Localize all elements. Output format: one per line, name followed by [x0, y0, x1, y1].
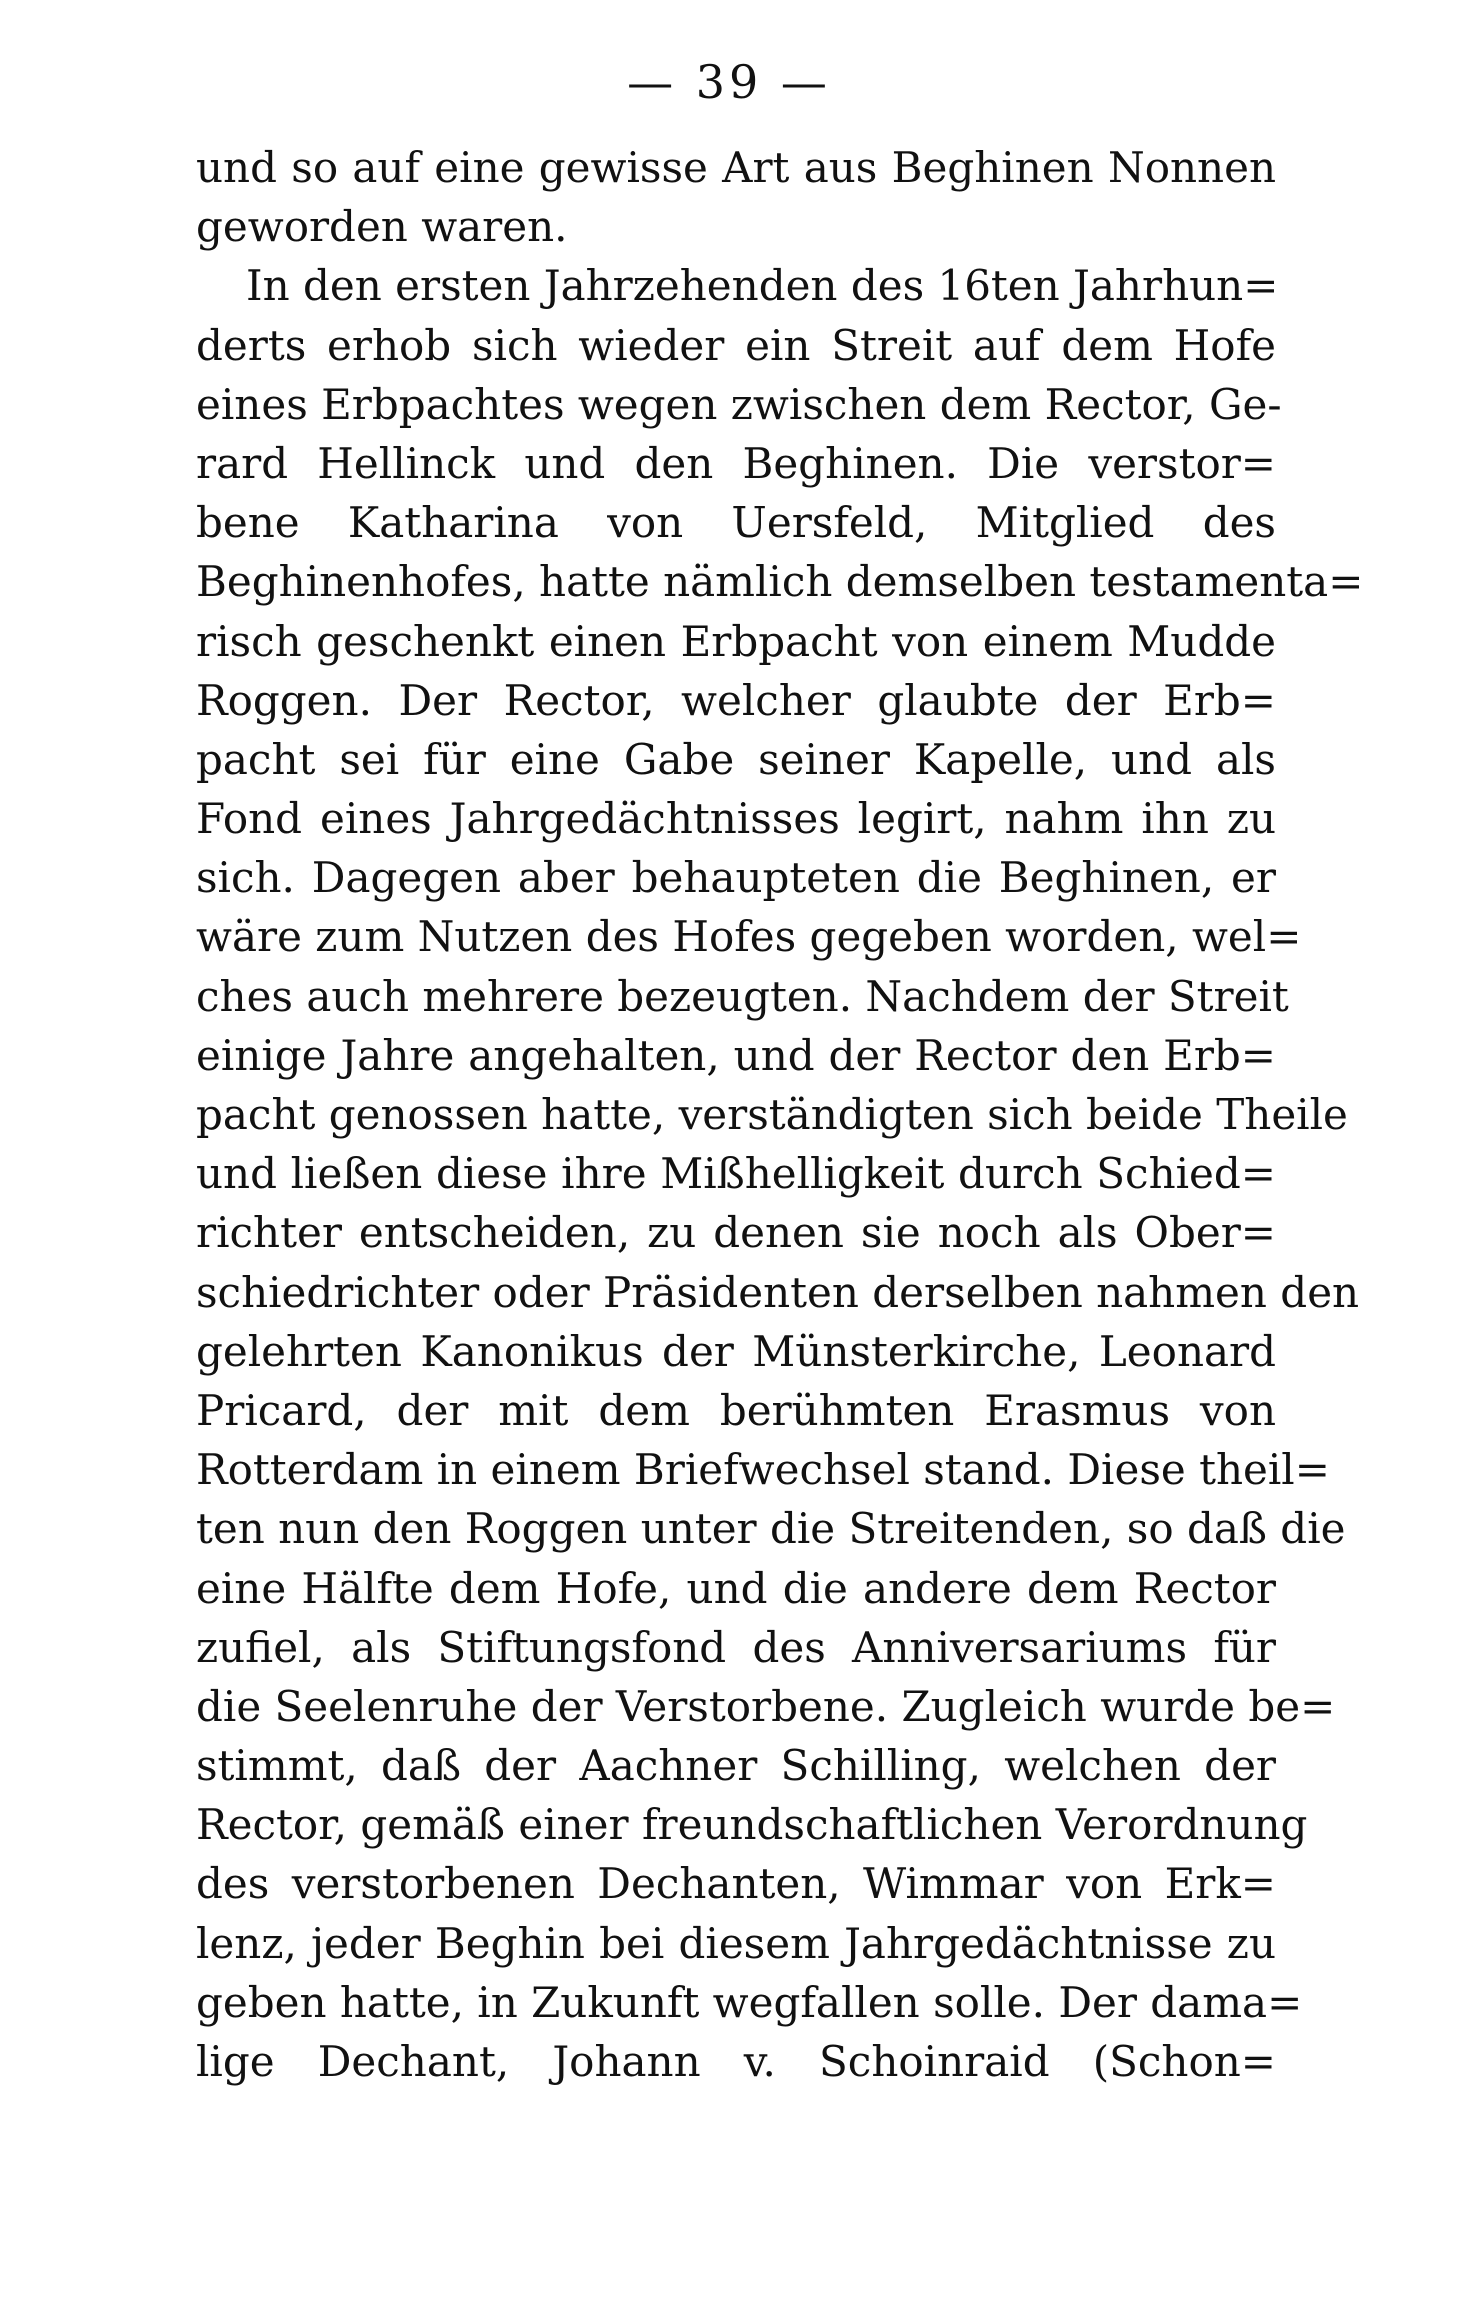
text-line: des verstorbenen Dechanten, Wimmar von Erk=	[196, 1859, 1276, 1909]
text-line: ten nun den Roggen unter die Streitenden, so daß die	[196, 1504, 1346, 1554]
text-line: Rector, gemäß einer freundschaftlichen Verordnung	[196, 1800, 1308, 1850]
text-line: geworden waren.	[196, 202, 568, 252]
text-line: zufiel, als Stiftungsfond des Anniversariums für	[196, 1622, 1276, 1672]
text-line: richter entscheiden, zu denen sie noch als Ober=	[196, 1208, 1276, 1258]
text-line: ches auch mehrere bezeugten. Nachdem der Streit	[196, 971, 1289, 1021]
text-line: Pricard, der mit dem berühmten Erasmus von	[196, 1385, 1276, 1435]
text-line: die Seelenruhe der Verstorbene. Zugleich wurde be=	[196, 1681, 1336, 1731]
text-line: risch geschenkt einen Erbpacht von einem Mudde	[196, 616, 1276, 666]
text-line: In den ersten Jahrzehenden des 16ten Jahrhun=	[246, 261, 1279, 311]
text-line: sich. Dagegen aber behaupteten die Beghinen, er	[196, 853, 1276, 903]
text-line: lenz, jeder Beghin bei diesem Jahrgedächtnisse zu	[196, 1918, 1276, 1968]
text-line: wäre zum Nutzen des Hofes gegeben worden, wel=	[196, 912, 1302, 962]
text-line: schiedrichter oder Präsidenten derselben nahmen den	[196, 1267, 1360, 1317]
text-line: pacht genossen hatte, verständigten sich beide Theile	[196, 1090, 1348, 1139]
text-line: Roggen. Der Rector, welcher glaubte der Erb=	[196, 675, 1276, 725]
page-number: — 39 —	[627, 55, 831, 109]
text-line: und ließen diese ihre Mißhelligkeit durch Schied=	[196, 1149, 1276, 1199]
text-line: Rotterdam in einem Briefwechsel stand. Diese theil=	[196, 1445, 1330, 1495]
text-line: einige Jahre angehalten, und der Rector den Erb=	[196, 1030, 1276, 1080]
page-body-text	[196, 138, 1364, 2091]
text-line: Beghinenhofes, hatte nämlich demselben testamenta=	[196, 557, 1364, 607]
text-line: derts erhob sich wieder ein Streit auf dem Hofe	[196, 320, 1276, 370]
text-line: gelehrten Kanonikus der Münsterkirche, Leonard	[196, 1326, 1276, 1376]
text-line: Fond eines Jahrgedächtnisses legirt, nahm ihn zu	[196, 794, 1276, 844]
text-line: rard Hellinck und den Beghinen. Die verstor=	[196, 438, 1276, 488]
text-line: eines Erbpachtes wegen zwischen dem Rector, Ge-	[196, 379, 1282, 429]
text-line: pacht sei für eine Gabe seiner Kapelle, und als	[196, 734, 1276, 784]
text-line: geben hatte, in Zukunft wegfallen solle. Der dama=	[196, 1977, 1303, 2027]
text-line: lige Dechant, Johann v. Schoinraid (Schon=	[196, 2037, 1276, 2086]
text-line: bene Katharina von Uersfeld, Mitglied des	[196, 498, 1276, 548]
text-line: und so auf eine gewisse Art aus Beghinen Nonnen	[196, 143, 1276, 192]
text-line: stimmt, daß der Aachner Schilling, welchen der	[196, 1741, 1276, 1791]
text-line: eine Hälfte dem Hofe, und die andere dem Rector	[196, 1563, 1276, 1613]
